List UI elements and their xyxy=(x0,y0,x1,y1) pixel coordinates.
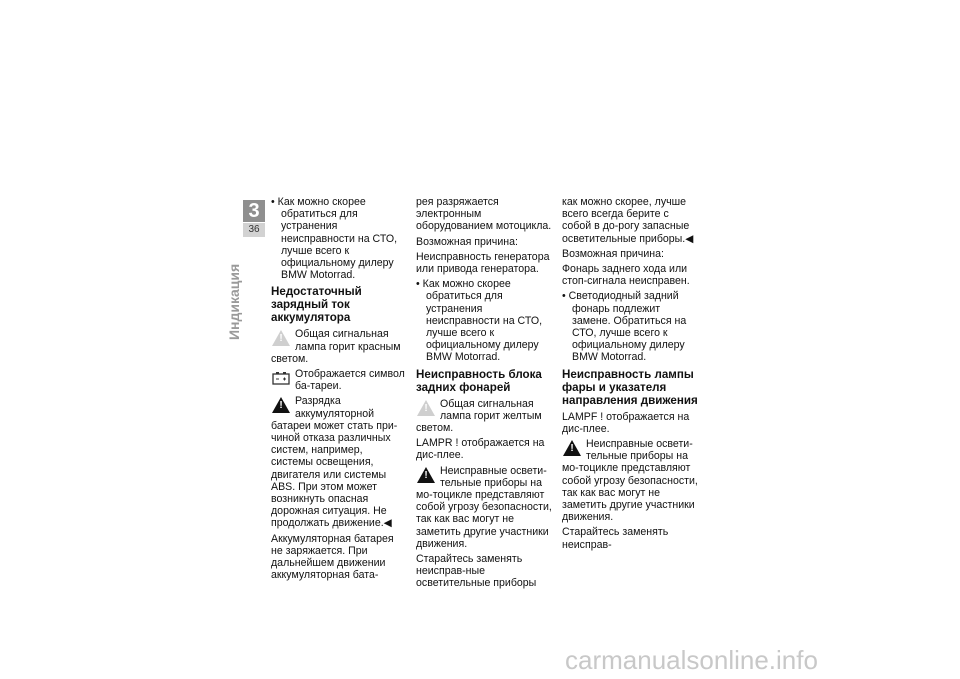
paragraph: как можно скорее, лучше всего всегда берите с собой в до-рогу запасные осветительные приборы.◀ xyxy=(562,196,694,245)
battery-icon xyxy=(271,369,291,387)
column-1 xyxy=(271,196,407,584)
list-item: • Как можно скорее обратиться для устранения неисправности на СТО, лучше всего к официальному дилеру BMW Motorrad. xyxy=(416,278,543,364)
paragraph: Неисправность генератора или привода генератора. xyxy=(416,250,550,276)
section-heading: Неисправность лампы фары и указателя направления движения xyxy=(562,367,698,407)
page-number: 36 xyxy=(248,224,260,235)
paragraph: Фонарь заднего хода или стоп-сигнала неисправен. xyxy=(562,263,690,288)
column-2 xyxy=(416,196,552,593)
watermark: carmanualsonline.info xyxy=(565,645,818,675)
chapter-number: 3 xyxy=(243,200,265,222)
cause-label: Возможная причина: xyxy=(562,247,664,260)
paragraph: LAMPR ! отображается на дис-плее. xyxy=(416,437,545,462)
cause-label: Возможная причина: xyxy=(416,235,518,248)
warning-note: ! Общая сигнальная лампа горит желтым светом. xyxy=(416,397,542,435)
paragraph: LAMPF ! отображается на дис-плее. xyxy=(562,410,690,435)
paragraph: Старайтесь заменять неисправ-ные осветительные приборы xyxy=(416,553,537,590)
list-item: • Светодиодный задний фонарь подлежит замене. Обратиться на СТО, лучше всего к официальному дилеру BMW Motorrad. xyxy=(562,290,687,364)
section-heading: Недостаточный зарядный ток аккумулятора xyxy=(271,285,362,325)
danger-note: ! Неисправные освети-тельные приборы на мо-тоцикле представляют собой угрозу безопасности, так как вас могут не заметить другие участники движения. xyxy=(416,464,552,550)
warning-triangle-icon: ! xyxy=(271,329,291,347)
list-item: • Как можно скорее обратиться для устранения неисправности на СТО, лучше всего к официальному дилеру BMW Motorrad. xyxy=(271,196,398,282)
warning-triangle-icon: ! xyxy=(416,399,436,417)
danger-triangle-icon: ! xyxy=(271,396,291,414)
warning-note: ! Общая сигнальная лампа горит красным светом. xyxy=(271,328,401,365)
battery-note: Отображается символ ба-тареи. xyxy=(271,368,407,392)
danger-triangle-icon: ! xyxy=(562,439,582,457)
chapter-side-label: Индикация xyxy=(226,263,242,340)
danger-note: ! Разрядка аккумуляторной батареи может стать при-чиной отказа различных систем, например, системы освещения, двигателя или системы ABS. При этом может возникнуть опасная дорожная ситуация. Не продолжать движение.◀ xyxy=(271,395,398,530)
danger-triangle-icon: ! xyxy=(416,466,436,484)
section-heading: Неисправность блока задних фонарей xyxy=(416,367,542,394)
paragraph: Старайтесь заменять неисправ- xyxy=(562,526,669,551)
column-3 xyxy=(562,196,700,554)
paragraph: Аккумуляторная батарея не заряжается. При дальнейшем движении аккумуляторная бата- xyxy=(271,532,394,582)
paragraph: рея разряжается электронным оборудованием мотоцикла. xyxy=(416,196,552,233)
danger-note: ! Неисправные освети-тельные приборы на мо-тоцикле представляют собой угрозу безопасности, так как вас могут не заметить другие участники движения. xyxy=(562,438,698,524)
